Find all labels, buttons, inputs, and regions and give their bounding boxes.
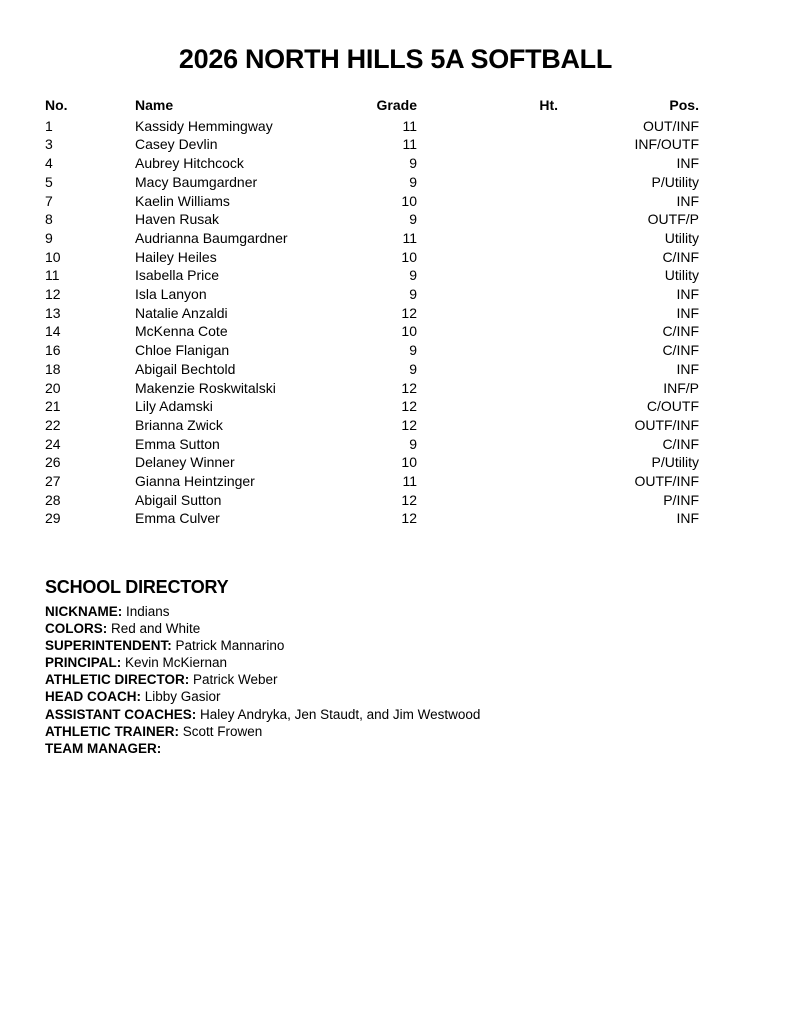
cell-pos: INF (676, 155, 699, 172)
cell-no: 11 (45, 267, 60, 284)
table-row (45, 135, 699, 154)
directory-label: TEAM MANAGER: (45, 740, 162, 756)
cell-ht (417, 210, 558, 229)
cell-grade: 12 (401, 398, 417, 415)
cell-ht (417, 322, 558, 341)
directory-heading: SCHOOL DIRECTORY (45, 577, 229, 597)
cell-no: 26 (45, 454, 61, 471)
header-ht: Ht. (539, 97, 558, 113)
cell-ht (417, 192, 558, 211)
cell-grade: 11 (402, 473, 417, 490)
table-row (45, 491, 699, 510)
cell-ht (417, 266, 558, 285)
cell-name: Kassidy Hemmingway (135, 117, 273, 134)
cell-no: 5 (45, 173, 53, 190)
cell-no: 16 (45, 342, 61, 359)
cell-name: Makenzie Roskwitalski (135, 379, 276, 396)
roster-table (45, 96, 699, 528)
page-title: 2026 NORTH HILLS 5A SOFTBALL (178, 44, 613, 74)
directory-entry (45, 637, 745, 654)
cell-name: Emma Sutton (135, 435, 220, 452)
directory-label: ATHLETIC DIRECTOR: (45, 672, 190, 688)
roster-body (45, 117, 699, 528)
cell-no: 4 (45, 155, 53, 172)
cell-pos: INF/P (663, 379, 699, 396)
cell-no: 21 (45, 398, 61, 415)
cell-grade: 9 (409, 435, 417, 452)
cell-pos: P/INF (663, 491, 699, 508)
cell-ht (417, 248, 558, 267)
cell-pos: C/OUTF (646, 398, 699, 415)
cell-pos: C/INF (662, 323, 699, 340)
cell-grade: 9 (409, 155, 417, 172)
cell-no: 3 (45, 136, 53, 153)
cell-name: Gianna Heintzinger (135, 473, 255, 490)
cell-grade: 12 (401, 510, 417, 527)
directory-value: Indians (126, 604, 170, 619)
table-row (45, 192, 699, 211)
table-row (45, 229, 699, 248)
directory-entry (45, 620, 745, 637)
table-row (45, 509, 699, 528)
cell-pos: INF (676, 510, 699, 527)
cell-ht (417, 173, 558, 192)
header-no: No. (45, 97, 68, 113)
cell-ht (417, 491, 558, 510)
cell-name: Delaney Winner (135, 454, 235, 471)
cell-pos: OUTF/INF (634, 416, 699, 433)
directory-body (45, 603, 745, 757)
table-row (45, 322, 699, 341)
cell-pos: OUTF/P (647, 211, 699, 228)
directory-entry (45, 671, 745, 688)
cell-name: Kaelin Williams (135, 192, 230, 209)
cell-ht (417, 379, 558, 398)
cell-grade: 12 (401, 304, 417, 321)
cell-grade: 9 (409, 286, 417, 303)
cell-no: 20 (45, 379, 61, 396)
cell-name: Audrianna Baumgardner (135, 229, 288, 246)
cell-pos: INF (676, 286, 699, 303)
cell-pos: P/Utility (651, 454, 699, 471)
directory-entry (45, 706, 745, 723)
cell-pos: C/INF (662, 342, 699, 359)
directory-entry (45, 688, 745, 705)
cell-pos: Utility (664, 229, 699, 246)
cell-pos: INF (676, 360, 699, 377)
cell-ht (417, 416, 558, 435)
cell-pos: P/Utility (651, 173, 699, 190)
cell-name: Isabella Price (135, 267, 220, 284)
cell-name: Natalie Anzaldi (135, 304, 228, 321)
cell-ht (417, 472, 558, 491)
directory-label: ASSISTANT COACHES: (45, 706, 197, 722)
directory-label: PRINCIPAL: (45, 655, 122, 671)
cell-name: Hailey Heiles (135, 248, 217, 265)
table-row (45, 248, 699, 267)
directory-entry (45, 723, 745, 740)
directory-label: SUPERINTENDENT: (45, 638, 172, 654)
cell-ht (417, 304, 558, 323)
cell-pos: INF/OUTF (634, 136, 699, 153)
cell-name: Emma Culver (135, 510, 220, 527)
cell-grade: 9 (409, 267, 417, 284)
cell-grade: 12 (401, 416, 417, 433)
cell-no: 8 (45, 211, 53, 228)
directory-value: Haley Andryka, Jen Staudt, and Jim Westwood (200, 706, 481, 722)
table-row (45, 304, 699, 323)
table-row (45, 453, 699, 472)
directory-entry (45, 740, 745, 757)
table-row (45, 210, 699, 229)
cell-name: Lily Adamski (135, 398, 213, 415)
header-name: Name (135, 97, 174, 113)
cell-pos: C/INF (662, 248, 699, 265)
cell-name: Isla Lanyon (135, 286, 207, 303)
cell-ht (417, 435, 558, 454)
cell-no: 1 (45, 117, 53, 134)
cell-name: McKenna Cote (135, 323, 228, 340)
cell-grade: 10 (401, 454, 417, 471)
cell-grade: 10 (401, 192, 417, 209)
cell-no: 14 (45, 323, 61, 340)
table-row (45, 173, 699, 192)
cell-no: 29 (45, 510, 61, 527)
cell-grade: 9 (409, 342, 417, 359)
directory-value: Patrick Mannarino (175, 638, 285, 654)
cell-grade: 11 (402, 229, 417, 246)
cell-ht (417, 117, 558, 136)
cell-no: 28 (45, 491, 61, 508)
directory-entry (45, 654, 745, 671)
cell-grade: 11 (402, 136, 417, 153)
cell-no: 12 (45, 286, 61, 303)
table-row (45, 416, 699, 435)
directory-value: Patrick Weber (193, 672, 278, 688)
cell-pos: INF (676, 304, 699, 321)
cell-grade: 10 (401, 323, 417, 340)
cell-grade: 11 (402, 117, 417, 134)
cell-grade: 9 (409, 360, 417, 377)
directory-value: Libby Gasior (144, 689, 221, 705)
table-row (45, 341, 699, 360)
cell-no: 18 (45, 360, 61, 377)
cell-grade: 12 (401, 491, 417, 508)
cell-name: Abigail Bechtold (135, 360, 236, 377)
cell-ht (417, 285, 558, 304)
directory-label: COLORS: (45, 621, 108, 637)
cell-no: 10 (45, 248, 61, 265)
cell-grade: 10 (401, 248, 417, 265)
cell-pos: Utility (664, 267, 699, 284)
directory-label: NICKNAME: (45, 604, 123, 619)
cell-no: 27 (45, 473, 61, 490)
cell-name: Chloe Flanigan (135, 342, 230, 359)
table-row (45, 154, 699, 173)
table-row (45, 266, 699, 285)
cell-no: 24 (45, 435, 61, 452)
header-pos: Pos. (669, 97, 699, 113)
cell-ht (417, 509, 558, 528)
cell-pos: INF (676, 192, 699, 209)
cell-grade: 12 (401, 379, 417, 396)
cell-pos: OUTF/INF (634, 473, 699, 490)
directory-value: Red and White (111, 621, 201, 637)
cell-name: Abigail Sutton (135, 491, 222, 508)
cell-no: 7 (45, 192, 53, 209)
cell-grade: 9 (409, 173, 417, 190)
cell-no: 22 (45, 416, 61, 433)
cell-grade: 9 (409, 211, 417, 228)
cell-ht (417, 135, 558, 154)
cell-name: Haven Rusak (135, 211, 220, 228)
directory-value: Kevin McKiernan (125, 655, 228, 671)
directory-value: Scott Frowen (182, 723, 263, 739)
table-row (45, 379, 699, 398)
cell-name: Brianna Zwick (135, 416, 223, 433)
table-row (45, 117, 699, 136)
header-grade: Grade (376, 97, 417, 113)
school-directory (45, 577, 745, 757)
cell-name: Macy Baumgardner (135, 173, 258, 190)
table-row (45, 397, 699, 416)
cell-name: Casey Devlin (135, 136, 218, 153)
directory-entry (45, 603, 745, 620)
table-row (45, 360, 699, 379)
table-row (45, 435, 699, 454)
cell-ht (417, 397, 558, 416)
cell-no: 9 (45, 229, 53, 246)
roster-header-row (45, 96, 699, 115)
cell-pos: C/INF (662, 435, 699, 452)
cell-ht (417, 341, 558, 360)
cell-no: 13 (45, 304, 61, 321)
cell-name: Aubrey Hitchcock (135, 155, 244, 172)
cell-ht (417, 453, 558, 472)
table-row (45, 285, 699, 304)
table-row (45, 472, 699, 491)
cell-ht (417, 229, 558, 248)
cell-pos: OUT/INF (643, 117, 699, 134)
cell-ht (417, 154, 558, 173)
cell-ht (417, 360, 558, 379)
directory-label: ATHLETIC TRAINER: (45, 723, 179, 739)
directory-label: HEAD COACH: (45, 689, 141, 705)
